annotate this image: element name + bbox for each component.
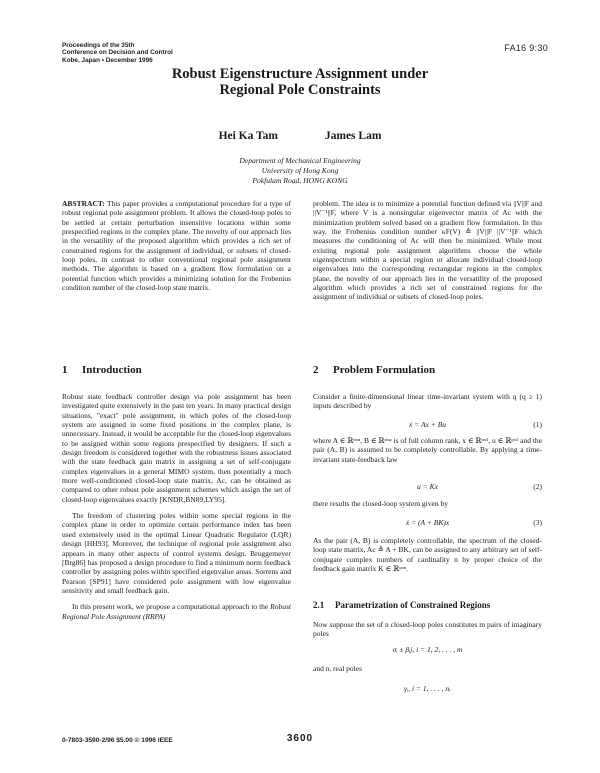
header-line-1: Proceedings of the 35th (62, 42, 135, 49)
author-list (0, 130, 600, 142)
abstract-continuation (313, 199, 542, 309)
equation-body: σᵢ ± βᵢj, i = 1, 2, . . . , m (392, 645, 463, 654)
introduction-body (62, 392, 291, 628)
affiliation-line-1: Department of Mechanical Engineering (239, 156, 361, 165)
author-name: James Lam (324, 130, 382, 142)
section-heading-introduction (62, 364, 142, 376)
abstract-text: This paper provides a computational procedure for a type of robust regional pole assignment problem. It allows the closed-loop poles to be settled at certain perturbation insensitive locations within some prespecified regions in the complex plane. The novelty of our approach lies in the versatility of the proposed algorithm which provides a rich set of constrained regions for the assignment of individual, or subsets of closed-loop poles, in contrast to other conventional regional pole assignment methods. The algorithm is based on a gradient flow formulation on a potential function which provides a minimizing solution for the Frobenius condition number of the closed-loop state matrix. (62, 199, 291, 293)
title-line-1: Robust Eigenstructure Assignment under (171, 66, 429, 82)
equation-body: u = Kx (417, 482, 438, 491)
proceedings-header (62, 42, 173, 64)
abstract (62, 199, 291, 299)
equation-body: ẋ = Ax + Bu (408, 420, 447, 429)
affiliation (0, 156, 600, 186)
session-code: FA16 9:30 (504, 43, 548, 53)
section-number: 2 (313, 364, 319, 376)
affiliation-line-2: University of Hong Kong (261, 166, 339, 175)
title-line-2: Regional Pole Constraints (219, 82, 381, 98)
header-line-3: Kobe, Japan • December 1996 (62, 56, 153, 64)
subsection-p1: Now suppose the set of n closed-loop poles constitutes m pairs of imaginary poles (313, 620, 542, 639)
problem-formulation-p4: As the pair (A, B) is completely controllable, the spectrum of the closed-loop state matrix, Ac ≜ A + BK, can be assigned to any arbitrary set of self-conjugate complex numbers of cardinality n by proper choice of the feedback gain matrix K ∈ ℝᵠˣⁿ. (313, 536, 542, 574)
paragraph: Robust state feedback controller design via pole assignment has been investigated quite extensively in the past ten years. In many practical design situations, "exact" pole assignment, in which poles of the closed-loop system are assigned in some fixed positions in the complex plane, is unnecessary. Instead, it would be acceptable for the closed-loop eigenvalues to be assigned within some regions prespecified by designers. If such a design freedom is considered together with the robustness issues associated with the state feedback gain matrix in assigning a set of self-conjugate complex eigenvalues in a general MIMO system, then potentially a much more well-conditioned closed-loop state matrix, Ac, can be obtained as compared to other robust pole assignment schemes which assign the set of closed-loop eigenvalues exactly [KNDR,BN89,LY95]. (62, 392, 291, 504)
paper-title (0, 66, 600, 98)
section-title: Problem Formulation (333, 364, 436, 376)
equation-number: (3) (533, 518, 542, 527)
subsection-number: 2.1 (313, 600, 325, 610)
affiliation-line-3: Pokfulam Road, HONG KONG (252, 176, 348, 185)
abstract-continuation-text: problem. The idea is to minimize a potential function defined via ||V||F and ||V⁻¹||F, where V is a nonsingular eigenvector matrix of Ac with the minimization problem solved based on a gradient flow formulation. In this way, the Frobenius condition number κF(V) ≜ ||V||F ||V⁻¹||F which measures the conditioning of Ac will then be minimized. While most existing regional pole assignment algorithms choose the whole eigenspectrum within a special region or allocate individual closed-loop eigenvalues into the corresponding rectangular regions in the complex plane, the novelty of our approach lies in the versatility of the proposed algorithm which provides a rich set of constrained regions for the assignment of individual or subsets of closed-loop poles. (313, 199, 542, 302)
subsection-title: Parametrization of Constrained Regions (335, 600, 491, 610)
author-name: Hei Ka Tam (218, 130, 278, 142)
section-number: 1 (62, 364, 68, 376)
paragraph: In this present work, we propose a computational approach to the Robust Regional Pole Assignment (RRPA) (62, 602, 291, 621)
isbn-copyright: 0-7803-3590-2/96 $5.00 © 1996 IEEE (62, 737, 173, 744)
section-heading-problem-formulation (313, 364, 435, 376)
subsection-p2: and nᵣ real poles (313, 664, 362, 673)
equation-body: γᵢ, i = 1, . . . , nᵣ (404, 684, 451, 693)
equation-number: (1) (533, 420, 542, 429)
page-number: 3600 (286, 733, 314, 744)
equation-number: (2) (533, 482, 542, 491)
paragraph: The freedom of clustering poles within some special regions in the complex plane in order to optimize certain performance index has been used extensively used in the optimal Linear Quadratic Regulator (LQR) design [HH93]. Moreover, the technique of regional pole assignment also appears in many other aspects of control systems design. Bruggemeyer [Brg86] has proposed a design procedure to find a minimum norm feedback controller by assigning poles within specified eigenvalue areas. Sorrens and Pearson [SP91] have considered pole assignment with low eigenvalue sensitivity and small feedback gain. (62, 511, 291, 595)
section-title: Introduction (82, 364, 142, 376)
emphasis: Robust Regional Pole Assignment (RRPA) (62, 602, 291, 621)
abstract-label: ABSTRACT: (62, 199, 105, 208)
problem-formulation-p2: where A ∈ ℝⁿˣⁿ, B ∈ ℝⁿˣᵠ is of full column rank, x ∈ ℝⁿˣ¹, u ∈ ℝᵠˣ¹ and the pair (A, B) is assumed to be completely controllable. By applying a time-invariant state-feedback law (313, 436, 542, 464)
subsection-heading (313, 600, 490, 610)
header-line-2: Conference on Decision and Control (62, 49, 173, 57)
equation-body: ẋ = (A + BK)x (405, 518, 450, 527)
problem-formulation-p3: there results the closed-loop system given by (313, 499, 448, 508)
problem-formulation-p1: Consider a finite-dimensional linear time-invariant system with q (q ≥ 1) inputs described by (313, 392, 542, 411)
